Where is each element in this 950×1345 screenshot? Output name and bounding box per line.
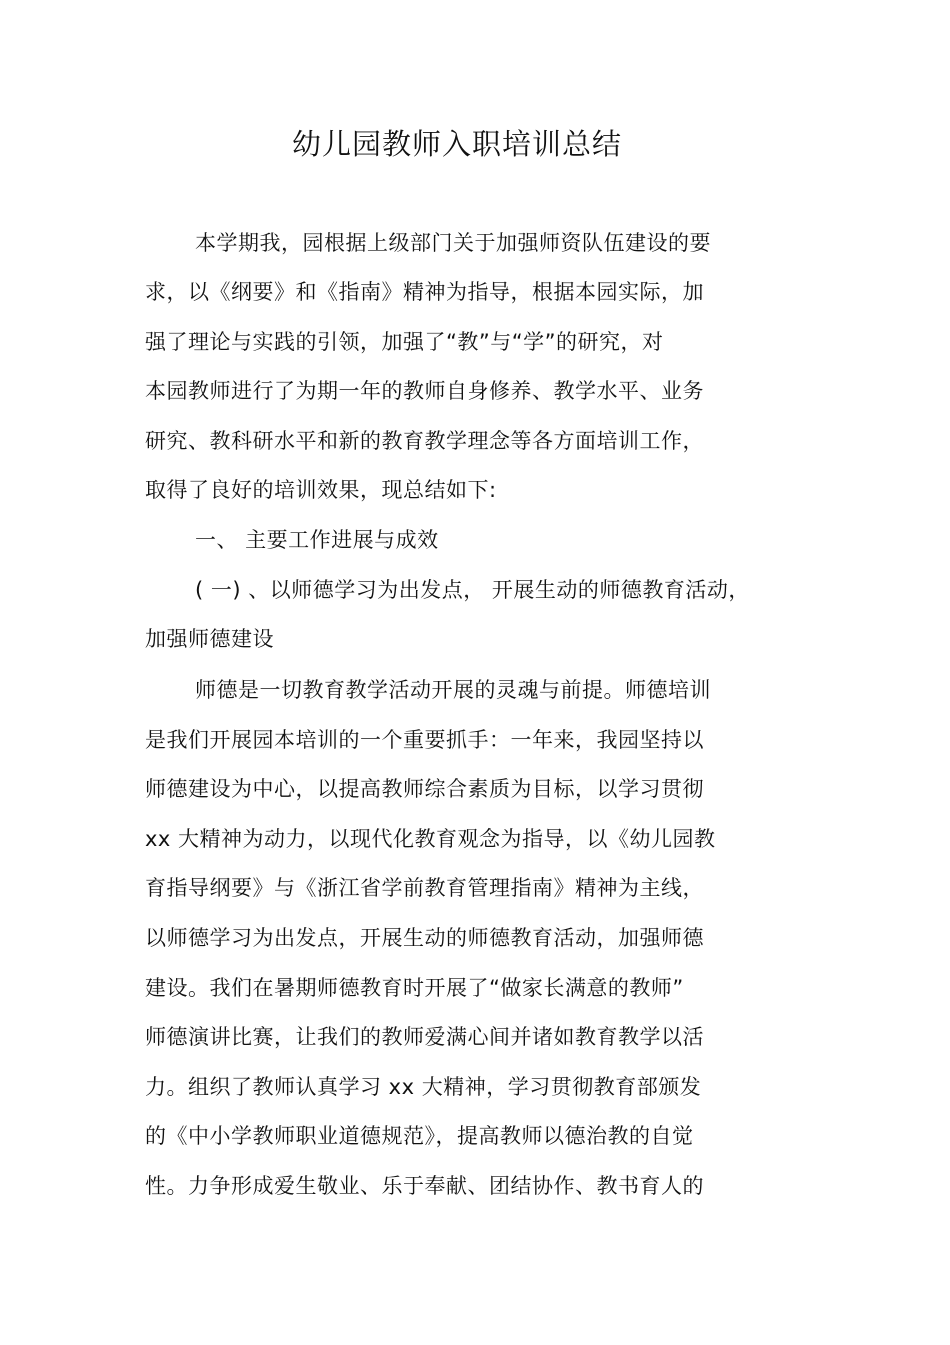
paragraph-line: 建设。我们在暑期师德教育时开展了“做家长满意的教师” [145,976,684,1000]
paragraph-line: 以师德学习为出发点，开展生动的师德教育活动，加强师德 [145,926,704,950]
paragraph-line: 本学期我，园根据上级部门关于加强师资队伍建设的要 [195,231,711,255]
paragraph-line: xx 大精神为动力，以现代化教育观念为指导，以《幼儿园教 [145,827,716,851]
paragraph-line: 强了理论与实践的引领，加强了“教”与“学”的研究，对 [145,330,664,354]
paragraph-line: 求，以《纲要》和《指南》精神为指导，根据本园实际，加 [145,280,704,304]
section-heading: 一、 主要工作进展与成效 [195,528,439,552]
paragraph-line: 本园教师进行了为期一年的教师自身修养、教学水平、业务 [145,379,704,403]
subsection-heading: ( 一) 、以师德学习为出发点， 开展生动的师德教育活动， [195,578,750,602]
paragraph-line: 性。力争形成爱生敬业、乐于奉献、团结协作、教书育人的 [145,1174,704,1198]
paragraph-line: 取得了良好的培训效果，现总结如下: [145,478,497,502]
paragraph-line: 师德是一切教育教学活动开展的灵魂与前提。师德培训 [195,678,711,702]
paragraph-line: 师德演讲比赛，让我们的教师爱满心间并诸如教育教学以活 [145,1025,704,1049]
document-title: 幼儿园教师入职培训总结 [291,127,622,161]
paragraph-line: 育指导纲要》与《浙江省学前教育管理指南》精神为主线， [145,876,704,900]
paragraph-line: 是我们开展园本培训的一个重要抓手：一年来，我园坚持以 [145,728,704,752]
paragraph-line: 师德建设为中心，以提高教师综合素质为目标，以学习贯彻 [145,777,704,801]
paragraph-line: 的《中小学教师职业道德规范》，提高教师以德治教的自觉 [145,1124,694,1148]
paragraph-line: 力。组织了教师认真学习 xx 大精神，学习贯彻教育部颁发 [145,1075,702,1099]
paragraph-line: 研究、教科研水平和新的教育教学理念等各方面培训工作， [145,429,704,453]
subsection-heading-continued: 加强师德建设 [145,627,274,651]
